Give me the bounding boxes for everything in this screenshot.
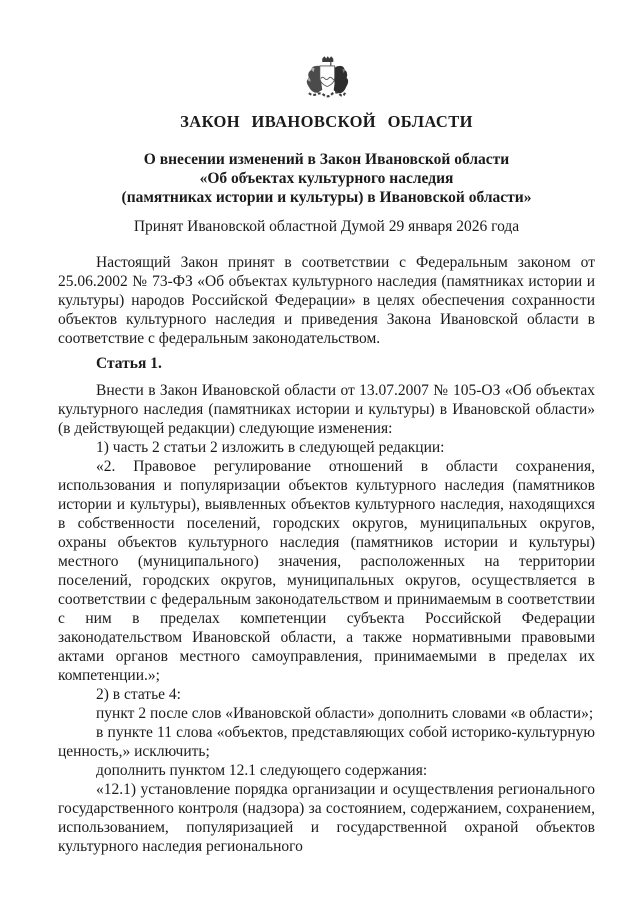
document-body (58, 112, 595, 856)
law-title: ЗАКОН ИВАНОВСКОЙ ОБЛАСТИ (180, 112, 473, 131)
amendment-clause-2b: в пункте 11 слова «объектов, представляющих собой историко-культурную ценность,» исключить; (58, 724, 595, 760)
amendment-clause-1-text: «2. Правовое регулирование отношений в области сохранения, использования и популяризации объектов культурного наследия (памятников истории и культуры), выявленных объектов культурного наследия, находящихся в собственности поселений, городских округов, муниципальных округов, охраны объектов культурного наследия (памятников истории и культуры) местного (муниципального) значения, расположенных на территории поселений, городских округов, муниципальных округов, осуществляется в соответствии с федеральным законодательством и принимаемым в соответствии с ним в пределах компетенции субъекта Российской Федерации законодательством Ивановской области, а также нормативными правовыми актами органов местного самоуправления, принимаемыми в пределах их компетенции.»; (58, 458, 595, 684)
article-1-heading: Статья 1. (96, 355, 162, 372)
amendment-clause-2: 2) в статье 4: (96, 686, 181, 703)
amendment-clause-1: 1) часть 2 статьи 2 изложить в следующей редакции: (96, 439, 445, 456)
law-subject-line-1: О внесении изменений в Закон Ивановской области (143, 151, 510, 168)
coat-of-arms-icon (298, 54, 356, 98)
amendment-clause-12-1: «12.1) установление порядка организации и осуществления регионального государственного контроля (надзора) за состоянием, содержанием, сохранением, использованием, популяризацией и государственной охраной объектов культурного наследия регионального (58, 781, 595, 855)
article-1-intro-clause: Внести в Закон Ивановской области от 13.07.2007 № 105-ОЗ «Об объектах культурного наследия (памятниках истории и культуры) в Ивановской области» (в действующей редакции) следующие изменения: (58, 382, 595, 437)
law-subject-line-2: «Об объектах культурного наследия (199, 170, 454, 187)
law-subject-block (58, 150, 595, 207)
amendment-clause-2c: дополнить пунктом 12.1 следующего содержания: (96, 762, 428, 779)
adoption-statement: Принят Ивановской областной Думой 29 января 2026 года (133, 218, 520, 235)
preamble-paragraph: Настоящий Закон принят в соответствии с Федеральным законом от 25.06.2002 № 73-ФЗ «Об объектах культурного наследия (памятниках истории и культуры) народов Российской Федерации» в целях обеспечения сохранности объектов культурного наследия и приведения Закона Ивановской области в соответствие с федеральным законодательством. (58, 254, 595, 347)
law-subject-line-3: (памятниках истории и культуры) в Ивановской области» (121, 189, 532, 206)
emblem-container (0, 0, 640, 103)
amendment-clause-2a: пункт 2 после слов «Ивановской области» дополнить словами «в области»; (96, 705, 594, 722)
